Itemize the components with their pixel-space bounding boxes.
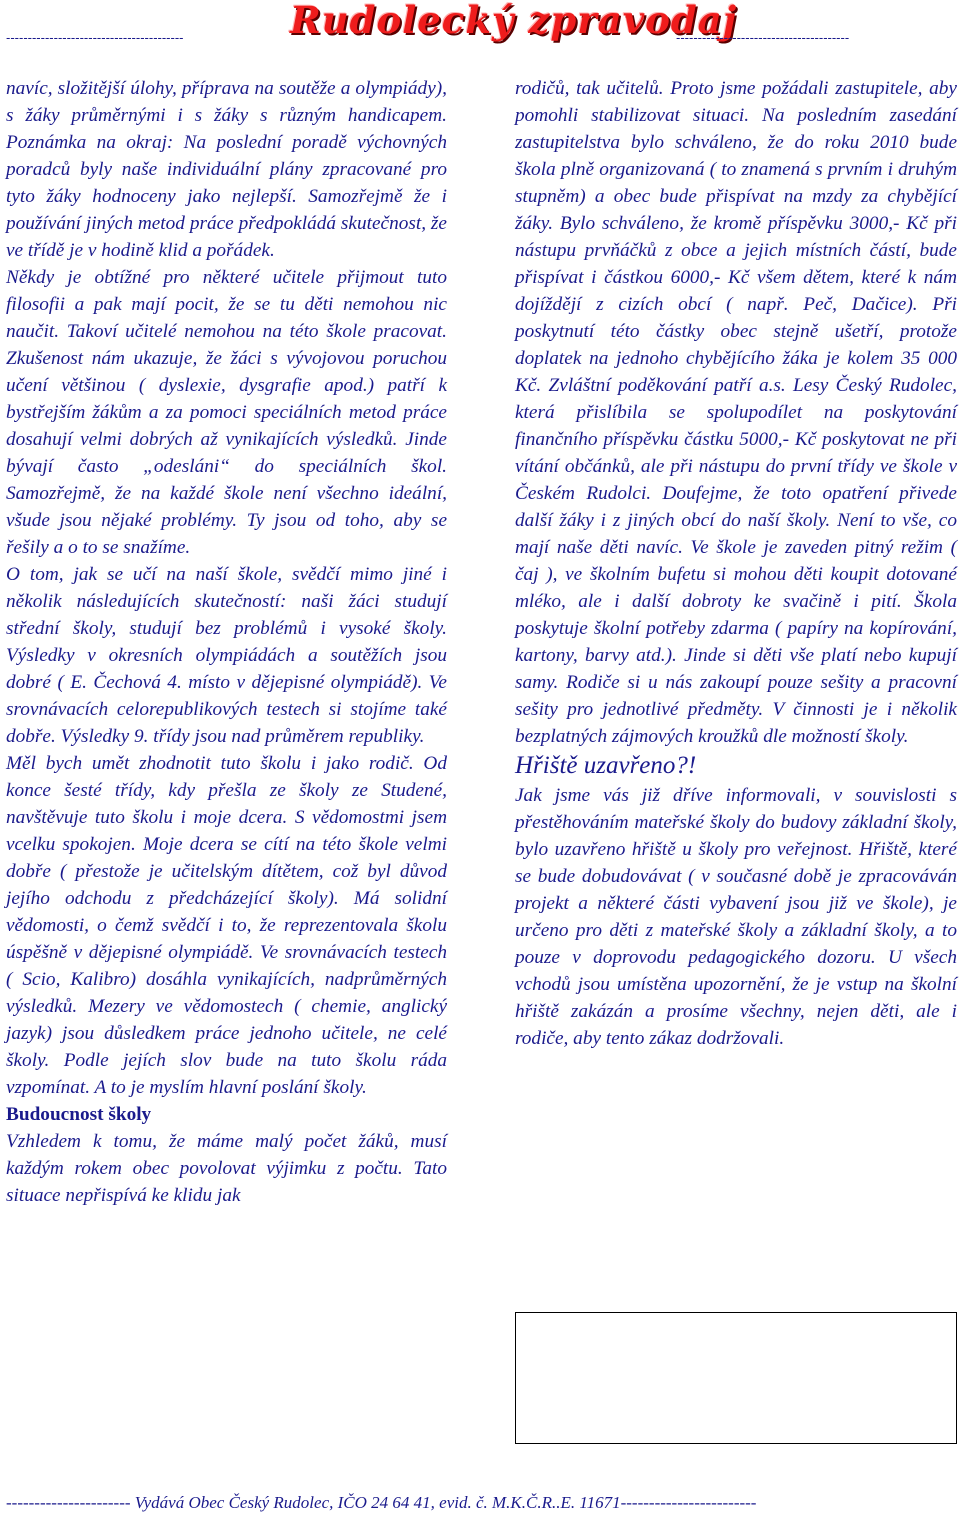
- right-column: [515, 75, 957, 1052]
- left-paragraph-2: Někdy je obtížné pro některé učitele přijmout tuto filosofii a pak mají pocit, že se tu děti nemohou nic naučit. Takoví učitelé nemohou na této škole pracovat. Zkušenost nám ukazuje, že žáci s vývojovou poruchou učení většinou ( dyslexie, dysgrafie apod.) patří k bystřejším žákům a za pomoci speciálních metod práce dosahují velmi dobrých až vynikajících výsledků. Jinde bývají často „odesláni“ do speciálních škol. Samozřejmě, že na každé škole není všechno ideální, všude jsou nějaké problémy. Ty jsou od toho, aby se řešily a o to se snažíme.: [6, 267, 447, 558]
- footer-publisher-line: ---------------------- Vydává Obec Český Rudolec, IČO 24 64 41, evid. č. M.K.Č.R..E. 11671------------------------: [6, 1493, 757, 1512]
- right-paragraph-2: Jak jsme vás již dříve informovali, v souvislosti s přestěhováním mateřské školy do budovy základní školy, bylo uzavřeno hřiště u školy pro veřejnost. Hřiště, které se bude dobudovávat ( v současné době je zpracováván projekt a některé části vybavení jsou již ve škole), je určeno pro děti z mateřské školy a základní školy, a to pouze v doprovodu pedagogického dozoru. U všech vchodů jsou umístěna upozornění, že je vstup na školní hřiště zakázán a prosíme všechny, nejen děti, ale i rodiče, aby tento zákaz dodržovali.: [515, 785, 957, 1049]
- left-paragraph-1: navíc, složitější úlohy, příprava na soutěže a olympiády), s žáky průměrnými i s žáky s různým handicapem. Poznámka na okraj: Na poslední poradě výchovných poradců byly naše individuální plány zpracované pro tyto žáky hodnoceny jako nejlepší. Samozřejmě že i používání jiných metod práce předpokládá skutečnost, že ve třídě je v hodině klid a pořádek.: [6, 78, 447, 261]
- right-paragraph-1: rodičů, tak učitelů. Proto jsme požádali zastupitele, aby pomohli stabilizovat situaci. Na posledním zasedání zastupitelstva bylo schváleno, že do roku 2010 bude škola plně organizovaná ( to znamená s prvním i druhým stupněm) a obec bude přispívat na mzdy za chybějící žáky. Bylo schváleno, že kromě příspěvku 3000,- Kč při nástupu prvňáčků z obce a jejich místních částí, bude přispívat i částkou 6000,- Kč všem dětem, které k nám dojíždějí z cizích obcí ( např. Peč, Dačice). Při poskytnutí této částky obec stejně ušetří, protože doplatek na jednoho chybějícího žáka je kolem 35 000 Kč. Zvláštní poděkování patří a.s. Lesy Český Rudolec, která přislíbila se spolupodílet na poskytování finančního příspěvku částku 5000,- Kč poskytovat ne při vítání občánků, ale při nástupu do první třídy ve škole v Českém Rudolci. Doufejme, že toto opatření přivede další žáky i z jiných obcí do naší školy. Není to vše, co mají naše děti navíc. Ve škole je zaveden pitný režim ( čaj ), ve školním bufetu si mohou děti koupit dotované mléko, ale i další dobroty ke svačině i pití. Škola poskytuje školní potřeby zdarma ( papíry na kopírování, kartony, barvy atd.). Jinde si děti vše platí nebo kupují samy. Rodiče si u nás zakoupí pouze sešity a pracovní sešity pro jednotlivé předměty. V činnosti je i několik bezplatných zájmových kroužků dle možností školy.: [515, 78, 957, 747]
- masthead: [0, 0, 960, 48]
- masthead-rule-right: ----------------------------------------: [676, 30, 850, 45]
- left-paragraph-4: Měl bych umět zhodnotit tuto školu i jako rodič. Od konce šesté třídy, kdy přešla ze školy ze Studené, navštěvuje tuto školu i moje dcera. S vědomostmi jsem vcelku spokojen. Moje dcera se cítí na této škole velmi dobře ( přestože je učitelským dítětem, což byl důvod jejího odchodu z předcházející školy). Má solidní vědomosti, o čemž svědčí i to, že reprezentovala školu úspěšně v dějepisné olympiádě. Ve srovnávacích testech ( Scio, Kalibro) dosáhla vynikajících, nadprůměrných výsledků. Mezery ve vědomostech ( chemie, anglický jazyk) jsou důsledkem práce jednoho učitele, ne celé školy. Podle jejích slov bude na tuto školu ráda vzpomínat. A to je myslím hlavní poslání školy.: [6, 753, 447, 1098]
- section-heading-future: Budoucnost školy: [6, 1104, 152, 1125]
- left-paragraph-5: Vzhledem k tomu, že máme malý počet žáků, musí každým rokem obec povolovat výjimku z počtu. Tato situace nepřispívá ke klidu jak: [6, 1131, 447, 1206]
- newsletter-title: Rudolecký zpravodaj: [290, 0, 738, 42]
- masthead-rule-left: -----------------------------------------: [6, 30, 184, 45]
- left-column: [6, 75, 447, 1209]
- image-placeholder-frame: [515, 1312, 957, 1444]
- section-heading-playground: Hřiště uzavřeno?!: [515, 752, 697, 779]
- left-paragraph-3: O tom, jak se učí na naší škole, svědčí mimo jiné i několik následujících skutečností: naši žáci studují střední školy, studují bez problémů i vysoké školy. Výsledky v okresních olympiádách a soutěžích jsou dobré ( E. Čechová 4. místo v dějepisné olympiádě). Ve srovnávacích celorepublikových testech si stojíme také dobře. Výsledky 9. třídy jsou nad průměrem republiky.: [6, 564, 447, 747]
